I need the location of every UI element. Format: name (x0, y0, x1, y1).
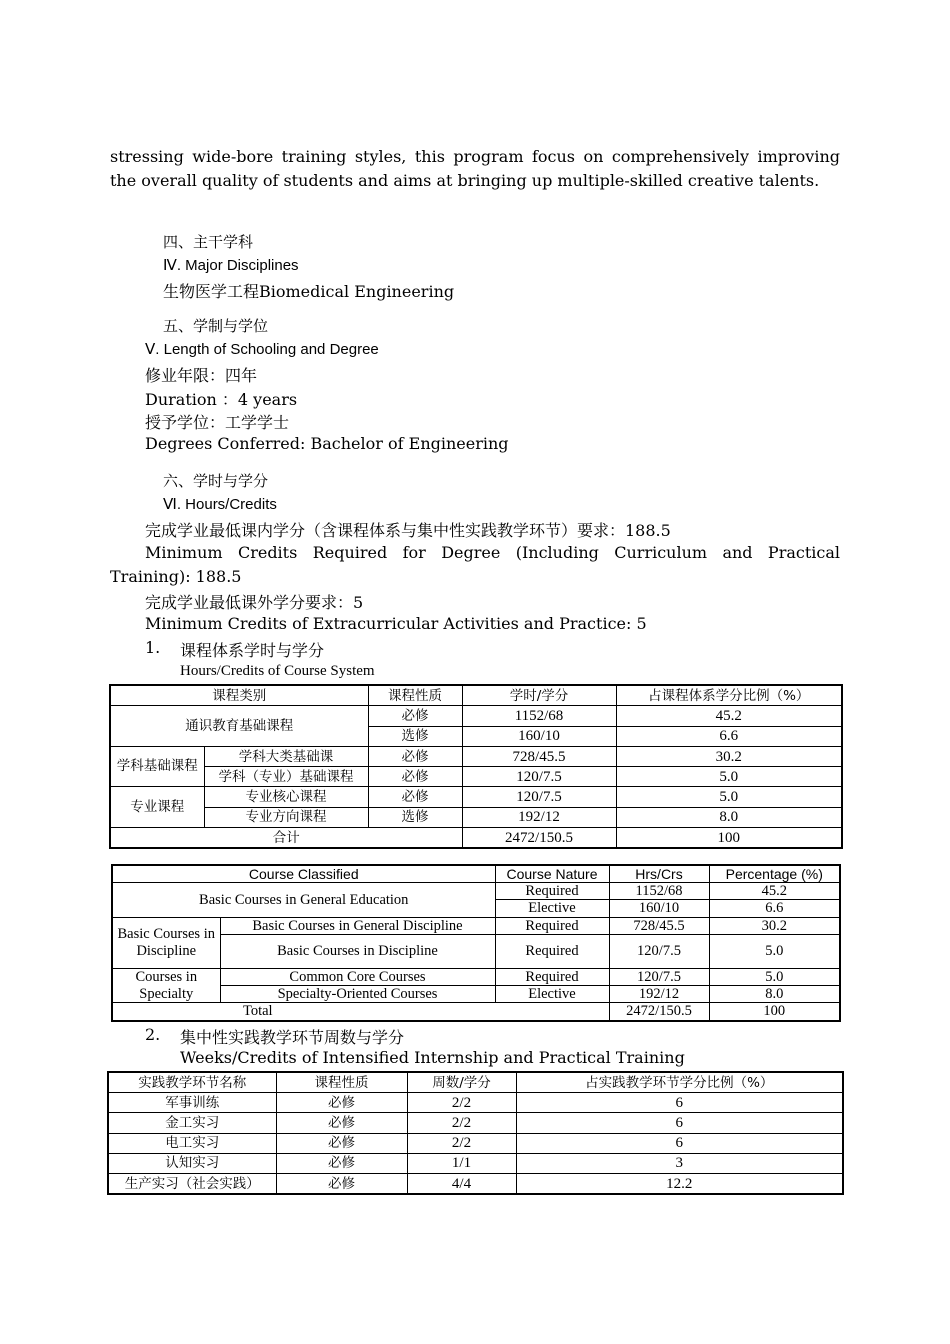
table-total-row (110, 828, 842, 849)
total-label: 合计 (110, 828, 462, 849)
percentage-cell: 6 (516, 1113, 843, 1133)
min-credits-cn: 完成学业最低课内学分（含课程体系与集中性实践教学环节）要求：188.5 (145, 521, 671, 540)
percentage-cell: 45.2 (709, 883, 840, 900)
category-specialty: 专业课程 (110, 787, 204, 828)
percentage-cell: 5.0 (616, 787, 842, 807)
nature-cell: 必修 (368, 746, 462, 766)
subsection1-number: 1. (145, 638, 161, 657)
category-general: 通识教育基础课程 (110, 706, 368, 747)
section5-cn-title: 五、学制与学位 (163, 317, 269, 335)
subsection1-cn-title: 课程体系学时与学分 (180, 641, 325, 660)
percentage-cell: 30.2 (616, 746, 842, 766)
course-system-table-cn (109, 684, 843, 849)
nature-cell: Required (495, 917, 609, 934)
section4-cn-title: 四、主干学科 (163, 233, 254, 251)
subsection1-en-title: Hours/Credits of Course System (180, 663, 375, 679)
table-row (112, 934, 840, 968)
subcategory-cell: Specialty-Oriented Courses (220, 986, 495, 1003)
header-practice-name: 实践教学环节名称 (108, 1072, 276, 1093)
subcategory-cell: 专业方向课程 (204, 807, 368, 827)
hours-cell: 728/45.5 (609, 917, 709, 934)
nature-cell: 必修 (368, 767, 462, 787)
section5-en-title: Ⅴ. Length of Schooling and Degree (145, 341, 379, 358)
total-label: Total (112, 1003, 609, 1021)
category-specialty: Courses in Specialty (112, 968, 220, 1003)
subcategory-cell: 学科（专业）基础课程 (204, 767, 368, 787)
table-row (108, 1173, 843, 1194)
nature-cell: Required (495, 883, 609, 900)
percentage-cell: 5.0 (616, 767, 842, 787)
section6-cn-title: 六、学时与学分 (163, 472, 269, 490)
table-header-row (110, 685, 842, 706)
subcategory-cell: Basic Courses in Discipline (220, 934, 495, 968)
subcategory-cell: Basic Courses in General Discipline (220, 917, 495, 934)
total-hours: 2472/150.5 (462, 828, 616, 849)
practice-name-cell: 生产实习（社会实践） (108, 1173, 276, 1194)
header-nature: 课程性质 (368, 685, 462, 706)
hours-cell: 160/10 (462, 726, 616, 746)
table-row (108, 1133, 843, 1153)
extra-credits-cn: 完成学业最低课外学分要求：5 (145, 593, 364, 612)
hours-cell: 192/12 (462, 807, 616, 827)
total-hours: 2472/150.5 (609, 1003, 709, 1021)
subsection2-cn-title: 集中性实践教学环节周数与学分 (180, 1028, 405, 1047)
duration-en: Duration ：4 years (145, 390, 298, 409)
min-credits-en: Minimum Credits Required for Degree (Including Curriculum and Practical Training): 188.5 (110, 543, 840, 586)
header-course-nature: Course Nature (495, 865, 609, 883)
nature-cell: 必修 (368, 706, 462, 726)
header-percentage: 占实践教学环节学分比例（%） (516, 1072, 843, 1093)
major-discipline: 生物医学工程Biomedical Engineering (163, 282, 455, 301)
total-percentage: 100 (616, 828, 842, 849)
subsection2-number: 2. (145, 1025, 161, 1044)
hours-cell: 1152/68 (609, 883, 709, 900)
percentage-cell: 5.0 (709, 968, 840, 985)
weeks-cell: 1/1 (407, 1153, 516, 1173)
hours-cell: 120/7.5 (609, 968, 709, 985)
header-percentage: Percentage (%) (709, 865, 840, 883)
table-row (108, 1113, 843, 1133)
table-header-row (112, 865, 840, 883)
header-nature: 课程性质 (276, 1072, 407, 1093)
practice-name-cell: 认知实习 (108, 1153, 276, 1173)
percentage-cell: 45.2 (616, 706, 842, 726)
nature-cell: 必修 (276, 1173, 407, 1194)
table-header-row (108, 1072, 843, 1093)
header-hours: 学时/学分 (462, 685, 616, 706)
nature-cell: Elective (495, 900, 609, 917)
practice-name-cell: 金工实习 (108, 1113, 276, 1133)
percentage-cell: 8.0 (709, 986, 840, 1003)
percentage-cell: 6 (516, 1093, 843, 1113)
table-row (112, 968, 840, 985)
header-hrs-crs: Hrs/Crs (609, 865, 709, 883)
percentage-cell: 6.6 (709, 900, 840, 917)
hours-cell: 120/7.5 (462, 787, 616, 807)
table-row (110, 787, 842, 807)
section4-en-title: Ⅳ. Major Disciplines (163, 257, 299, 274)
percentage-cell: 3 (516, 1153, 843, 1173)
percentage-cell: 12.2 (516, 1173, 843, 1194)
subcategory-cell: 专业核心课程 (204, 787, 368, 807)
nature-cell: Required (495, 934, 609, 968)
nature-cell: 必修 (276, 1113, 407, 1133)
header-category: 课程类别 (110, 685, 368, 706)
weeks-cell: 2/2 (407, 1133, 516, 1153)
hours-cell: 120/7.5 (462, 767, 616, 787)
weeks-cell: 4/4 (407, 1173, 516, 1194)
hours-cell: 728/45.5 (462, 746, 616, 766)
nature-cell: Required (495, 968, 609, 985)
header-weeks: 周数/学分 (407, 1072, 516, 1093)
table-row (110, 807, 842, 827)
practice-name-cell: 电工实习 (108, 1133, 276, 1153)
hours-cell: 120/7.5 (609, 934, 709, 968)
duration-cn: 修业年限：四年 (145, 366, 258, 385)
section6-en-title: Ⅵ. Hours/Credits (163, 496, 277, 513)
practice-table (107, 1071, 844, 1195)
percentage-cell: 5.0 (709, 934, 840, 968)
percentage-cell: 6.6 (616, 726, 842, 746)
category-basic-discipline: Basic Courses in Discipline (112, 917, 220, 968)
weeks-cell: 2/2 (407, 1113, 516, 1133)
practice-name-cell: 军事训练 (108, 1093, 276, 1113)
table-row (108, 1153, 843, 1173)
nature-cell: Elective (495, 986, 609, 1003)
intro-paragraph: stressing wide-bore training styles, this program focus on comprehensively improving the overall quality of students and aims at bringing up multiple-skilled creative talents. (110, 147, 840, 190)
nature-cell: 必修 (368, 787, 462, 807)
percentage-cell: 8.0 (616, 807, 842, 827)
table-row (110, 706, 842, 726)
nature-cell: 必修 (276, 1093, 407, 1113)
course-system-table-en (111, 864, 841, 1022)
table-row (112, 986, 840, 1003)
weeks-cell: 2/2 (407, 1093, 516, 1113)
extra-credits-en: Minimum Credits of Extracurricular Activities and Practice: 5 (145, 614, 647, 633)
subcategory-cell: Common Core Courses (220, 968, 495, 985)
category-general: Basic Courses in General Education (112, 883, 495, 917)
category-subject-basic: 学科基础课程 (110, 746, 204, 787)
nature-cell: 选修 (368, 726, 462, 746)
total-percentage: 100 (709, 1003, 840, 1021)
percentage-cell: 6 (516, 1133, 843, 1153)
table-row (112, 883, 840, 900)
hours-cell: 1152/68 (462, 706, 616, 726)
hours-cell: 192/12 (609, 986, 709, 1003)
nature-cell: 必修 (276, 1133, 407, 1153)
table-row (110, 767, 842, 787)
hours-cell: 160/10 (609, 900, 709, 917)
subsection2-en-title: Weeks/Credits of Intensified Internship and Practical Training (180, 1048, 685, 1067)
table-row (110, 746, 842, 766)
nature-cell: 选修 (368, 807, 462, 827)
subcategory-cell: 学科大类基础课 (204, 746, 368, 766)
table-row (112, 917, 840, 934)
table-row (108, 1093, 843, 1113)
table-total-row (112, 1003, 840, 1021)
percentage-cell: 30.2 (709, 917, 840, 934)
degree-cn: 授予学位：工学学士 (145, 413, 290, 432)
nature-cell: 必修 (276, 1153, 407, 1173)
header-percentage: 占课程体系学分比例（%） (616, 685, 842, 706)
degree-en: Degrees Conferred: Bachelor of Engineering (145, 434, 509, 453)
header-course-classified: Course Classified (112, 865, 495, 883)
